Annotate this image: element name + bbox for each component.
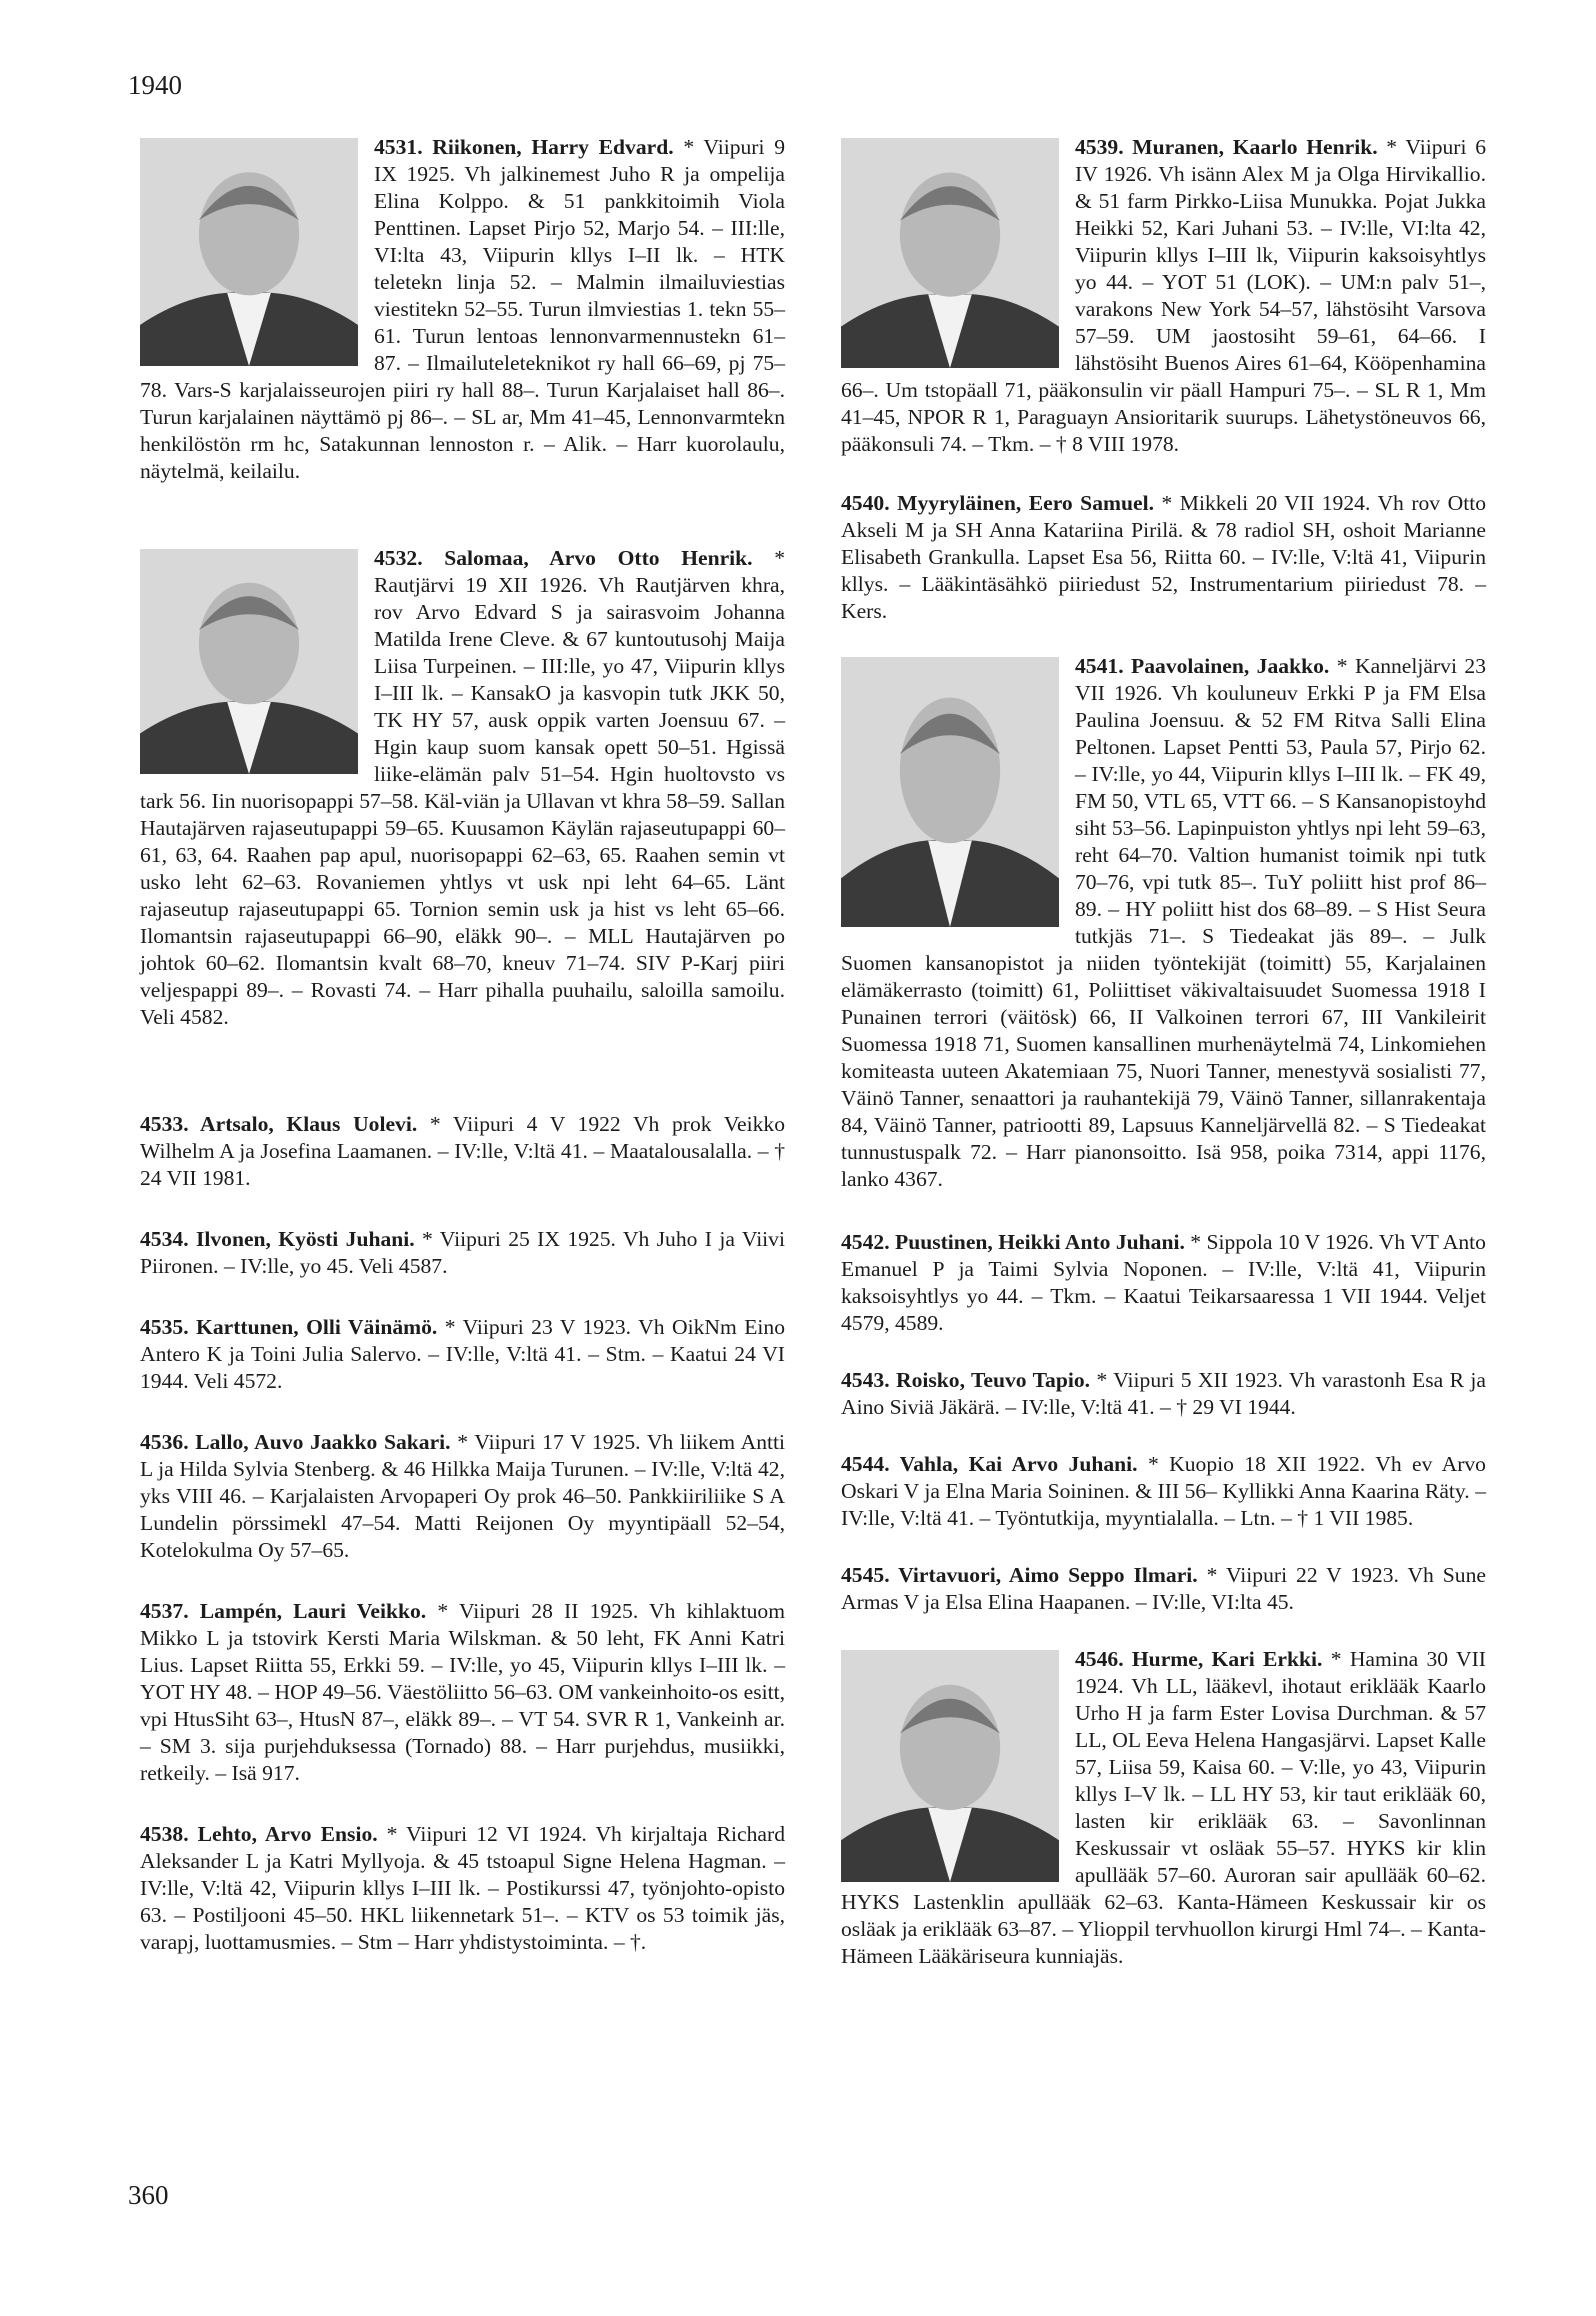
entry-text: * Viipuri 4 V 1922 Vh prok Veikko Wilhelm A ja Josefina Laamanen. – IV:lle, V:ltä 41. – Maatalousalalla. – † 24 VII 1981. bbox=[140, 1112, 785, 1190]
entry-text: * Hamina 30 VII 1924. Vh LL, lääkevl, ihotaut eriklääk Kaarlo Urho H ja farm Ester Lovisa Durchman. & 57 LL, OL Eeva Helena Hangasjärvi. Lapset Kalle 57, Liisa 59, Kaisa 60. – V:lle, yo 43, Viipurin kllys I–V lk. – LL HY 53, kir taut eriklääk 60, lasten kir eriklääk 63. – Savonlinnan Keskussair vt osläak 55–57. HYKS kir klin apullääk 57–60. Auroran sair apullääk 60–62. HYKS Lastenklin apullääk 62–63. Kanta-Hämeen Keskussair kir os osläak ja eriklääk 63–87. – Ylioppil tervhuollon kirurgi Hml 74–. – Kanta-Hämeen Lääkäriseura kunniajäs. bbox=[841, 1647, 1486, 1968]
portrait-photo bbox=[841, 657, 1059, 927]
biography-entry-4540 bbox=[841, 490, 1486, 625]
entry-heading: 4538. Lehto, Arvo Ensio. bbox=[140, 1822, 378, 1846]
biography-entry-4537 bbox=[140, 1598, 785, 1787]
page-number: 360 bbox=[128, 2180, 169, 2210]
entry-heading: 4545. Virtavuori, Aimo Seppo Ilmari. bbox=[841, 1563, 1198, 1587]
entry-text: * Sippola 10 V 1926. Vh VT Anto Emanuel P ja Taimi Sylvia Noponen. – IV:lle, V:ltä 41, Viipurin kaksoisyhtlys yo 44. – Tkm. – Kaatui Teikarsaaressa 1 VII 1944. Veljet 4579, 4589. bbox=[841, 1230, 1486, 1335]
biography-entry-4533 bbox=[140, 1111, 785, 1192]
entry-heading: 4539. Muranen, Kaarlo Henrik. bbox=[1075, 135, 1378, 159]
left-column bbox=[140, 134, 785, 1956]
portrait-photo bbox=[841, 1650, 1059, 1882]
biography-entry-4538 bbox=[140, 1821, 785, 1956]
entry-heading: 4535. Karttunen, Olli Väinämö. bbox=[140, 1315, 438, 1339]
entry-heading: 4543. Roisko, Teuvo Tapio. bbox=[841, 1368, 1091, 1392]
portrait-photo bbox=[140, 549, 358, 774]
entry-text: * Viipuri 25 IX 1925. Vh Juho I ja Viivi Piironen. – IV:lle, yo 45. Veli 4587. bbox=[140, 1227, 785, 1278]
right-column bbox=[841, 134, 1486, 1970]
entry-heading: 4536. Lallo, Auvo Jaakko Sakari. bbox=[140, 1430, 451, 1454]
entry-heading: 4540. Myyryläinen, Eero Samuel. bbox=[841, 491, 1154, 515]
entry-text: * Rautjärvi 19 XII 1926. Vh Rautjärven khra, rov Arvo Edvard S ja sairasvoim Johanna Matilda Irene Cleve. & 67 kuntoutusohj Maija Liisa Turpeinen. – III:lle, yo 47, Viipurin kllys I–III lk. – KansakO ja kasvopin tutk JKK 50, TK HY 57, ausk oppik varten Joensuu 67. – Hgin kaup suom kansak opett 50–51. Hgissä liike-elämän palv 51–54. Hgin huoltovsto vs tark 56. Iin nuorisopappi 57–58. Käl-viän ja Ullavan vt khra 58–59. Sallan Hautajärven rajaseutupappi 59–65. Kuusamon Käylän rajaseutupappi 60–61, 63, 64. Raahen pap apul, nuorisopappi 62–63, 65. Raahen semin vt usko leht 62–63. Rovaniemen yhtlys vt usk npi leht 64–65. Länt rajaseutup rajaseutupappi 65. Tornion semin usk ja hist vs leht 65–66. Ilomantsin rajaseutupappi 66–90, eläkk 90–. – MLL Hautajärven po johtok 60–62. Ilomantsin kvalt 68–70, kneuv 71–74. SIV P-Karj piiri veljespappi 89–. – Rovasti 74. – Harr pihalla puuhailu, saloilla samoilu. Veli 4582. bbox=[140, 546, 785, 1029]
page-year-header: 1940 bbox=[128, 70, 182, 100]
biography-entry-4532 bbox=[140, 545, 785, 1031]
entry-heading: 4534. Ilvonen, Kyösti Juhani. bbox=[140, 1227, 415, 1251]
entry-heading: 4533. Artsalo, Klaus Uolevi. bbox=[140, 1112, 418, 1136]
portrait-photo-4546 bbox=[841, 1650, 1059, 1882]
biography-entry-4544 bbox=[841, 1451, 1486, 1532]
entry-heading: 4546. Hurme, Kari Erkki. bbox=[1075, 1647, 1323, 1671]
entry-heading: 4531. Riikonen, Harry Edvard. bbox=[374, 135, 674, 159]
portrait-photo-4539 bbox=[841, 138, 1059, 368]
entry-text: * Viipuri 28 II 1925. Vh kihlaktuom Mikko L ja tstovirk Kersti Maria Wilskman. & 50 leht, FK Anni Katri Lius. Lapset Riitta 55, Erkki 59. – IV:lle, yo 45, Viipurin kllys I–III lk. – YOT HY 48. – HOP 49–56. Väestöliitto 56–63. OM vankeinhoito-os esitt, vpi HtusSiht 63–, HtusN 87–, eläkk 89–. – VT 54. SVR R 1, Vankeinh ar. – SM 3. sija purjehduksessa (Tornado) 88. – Harr purjehdus, musiikki, retkeily. – Isä 917. bbox=[140, 1599, 785, 1785]
biography-entry-4531 bbox=[140, 134, 785, 485]
entry-heading: 4542. Puustinen, Heikki Anto Juhani. bbox=[841, 1230, 1185, 1254]
entry-text: * Kuopio 18 XII 1922. Vh ev Arvo Oskari V ja Elna Maria Soininen. & III 56– Kyllikki Anna Kaarina Räty. – IV:lle, V:ltä 41. – Työntutkija, myyntialalla. – Ltn. – † 1 VII 1985. bbox=[841, 1452, 1486, 1530]
entry-text: * Viipuri 6 IV 1926. Vh isänn Alex M ja Olga Hirvikallio. & 51 farm Pirkko-Liisa Munukka. Pojat Jukka Heikki 52, Kari Juhani 53. – IV:lle, VI:lta 42, Viipurin kllys I–III lk, Viipurin kaksoisyhtlys yo 44. – YOT 51 (LOK). – UM:n palv 51–, varakons New York 54–57, lähstösiht Varsova 57–59. UM jaostosiht 59–61, 64–66. I lähstösiht Buenos Aires 61–64, Kööpenhamina 66–. Um tstopäall 71, pääkonsulin vir päall Hampuri 75–. – SL R 1, Mm 41–45, NPOR R 1, Paraguayn Ansioritarik suurups. Lähetystöneuvos 66, pääkonsuli 74. – Tkm. – † 8 VIII 1978. bbox=[841, 135, 1486, 456]
biography-entry-4539 bbox=[841, 134, 1486, 458]
entry-text: * Viipuri 23 V 1923. Vh OikNm Eino Antero K ja Toini Julia Salervo. – IV:lle, V:ltä 41. – Stm. – Kaatui 24 VI 1944. Veli 4572. bbox=[140, 1315, 786, 1393]
entry-heading: 4541. Paavolainen, Jaakko. bbox=[1075, 654, 1330, 678]
portrait-photo-4541 bbox=[841, 657, 1059, 927]
entry-text: * Viipuri 5 XII 1923. Vh varastonh Esa R ja Aino Siviä Jäkärä. – IV:lle, V:ltä 41. – † 29 VI 1944. bbox=[841, 1368, 1487, 1419]
entry-text: * Viipuri 9 IX 1925. Vh jalkinemest Juho R ja ompelija Elina Kolppo. & 51 pankkitoimih Viola Penttinen. Lapset Pirjo 52, Marjo 54. – III:lle, VI:lta 43, Viipurin kllys I–II lk. – HTK teletekn linja 52. – Malmin ilmailuviestias viestitekn 52–55. Turun ilmviestias 1. tekn 55–61. Turun lentoas lennonvarmennustekn 61–87. – Ilmailuteleteknikot ry hall 66–69, pj 75–78. Vars-S karjalaisseurojen piiri ry hall 88–. Turun Karjalaiset hall 86–. Turun karjalainen näyttämö pj 86–. – SL ar, Mm 41–45, Lennonvarmtekn henkilöstön rm hc, Satakunnan lennoston r. – Alik. – Harr kuorolaulu, näytelmä, keilailu. bbox=[140, 135, 785, 483]
entry-heading: 4532. Salomaa, Arvo Otto Henrik. bbox=[374, 546, 753, 570]
biography-entry-4541 bbox=[841, 653, 1486, 1193]
entry-text: * Kanneljärvi 23 VII 1926. Vh kouluneuv Erkki P ja FM Elsa Paulina Joensuu. & 52 FM Ritva Salli Elina Peltonen. Lapset Pentti 53, Paula 57, Pirjo 62. – IV:lle, yo 44, Viipurin kllys I–III lk. – FK 49, FM 50, VTL 65, VTT 66. – S Kansanopistoyhd siht 53–56. Lapinpuiston yhtlys npi leht 59–63, reht 64–70. Valtion humanist toimik npi tutk 70–76, vpi tutk 85–. TuY poliitt hist prof 86–89. – HY poliitt hist dos 68–89. – S Hist Seura tutkjäs 71–. S Tiedeakat jäs 89–. – Julk Suomen kansanopistot ja niiden työntekijät (toimitt) 55, Karjalainen elämäkerrasto (toimitt) 61, Poliittiset väkivaltaisuudet Suomessa 1918 I Punainen terrori (väitösk) 66, II Valkoinen terrori 67, III Vankileirit Suomessa 1918 71, Suomen kansallinen murhenäytelmä 74, Linkomiehen komiteasta uuteen Akatemiaan 75, Nuori Tanner, menestyvä sosialisti 77, Väinö Tanner, senaattori ja rauhantekijä 79, Väinö Tanner, sillanrakentaja 84, Väinö Tanner, patriootti 89, Lapsuus Kanneljärvellä 82. – S Tiedeakat tunnustuspalk 72. – Harr pianonsoitto. Isä 958, poika 7314, appi 1176, lanko 4367. bbox=[841, 654, 1486, 1191]
biography-entry-4536 bbox=[140, 1429, 785, 1564]
biography-entry-4546 bbox=[841, 1646, 1486, 1970]
entry-heading: 4544. Vahla, Kai Arvo Juhani. bbox=[841, 1452, 1138, 1476]
biography-entry-4542 bbox=[841, 1229, 1486, 1337]
portrait-photo-4532 bbox=[140, 549, 358, 774]
entry-text: * Mikkeli 20 VII 1924. Vh rov Otto Akseli M ja SH Anna Katariina Pirilä. & 78 radiol SH, oshoit Marianne Elisabeth Grankulla. Lapset Esa 56, Riitta 60. – IV:lle, V:ltä 41, Viipurin kllys. – Lääkintäsähkö piiriedust 52, Instrumentarium piiriedust 78. – Kers. bbox=[841, 491, 1486, 623]
portrait-photo-4531 bbox=[140, 138, 358, 366]
entry-text: * Viipuri 12 VI 1924. Vh kirjaltaja Richard Aleksander L ja Katri Myllyoja. & 45 tstoapul Signe Helena Hagman. – IV:lle, V:ltä 42, Viipurin kllys I–III lk. – Postikurssi 47, työnjohto-opisto 63. – Postiljooni 45–50. HKL liikennetark 51–. – KTV os 53 toimik jäs, varapj, luottamusmies. – Stm – Harr yhdistystoiminta. – †. bbox=[140, 1822, 785, 1954]
entry-text: * Viipuri 22 V 1923. Vh Sune Armas V ja Elsa Elina Haapanen. – IV:lle, VI:lta 45. bbox=[841, 1563, 1486, 1614]
biography-entry-4545 bbox=[841, 1562, 1486, 1616]
biography-entry-4543 bbox=[841, 1367, 1486, 1421]
entry-text: * Viipuri 17 V 1925. Vh liikem Antti L ja Hilda Sylvia Stenberg. & 46 Hilkka Maija Turunen. – IV:lle, V:ltä 42, yks VIII 46. – Karjalaisten Arvopaperi Oy prok 46–50. Pankkiiriliike S A Lundelin pörssimekl 47–54. Matti Reijonen Oy myyntipäall 52–54, Kotelokulma Oy 57–65. bbox=[140, 1430, 785, 1562]
portrait-photo bbox=[140, 138, 358, 366]
portrait-photo bbox=[841, 138, 1059, 368]
biography-entry-4535 bbox=[140, 1314, 785, 1395]
entry-heading: 4537. Lampén, Lauri Veikko. bbox=[140, 1599, 427, 1623]
biography-entry-4534 bbox=[140, 1226, 785, 1280]
